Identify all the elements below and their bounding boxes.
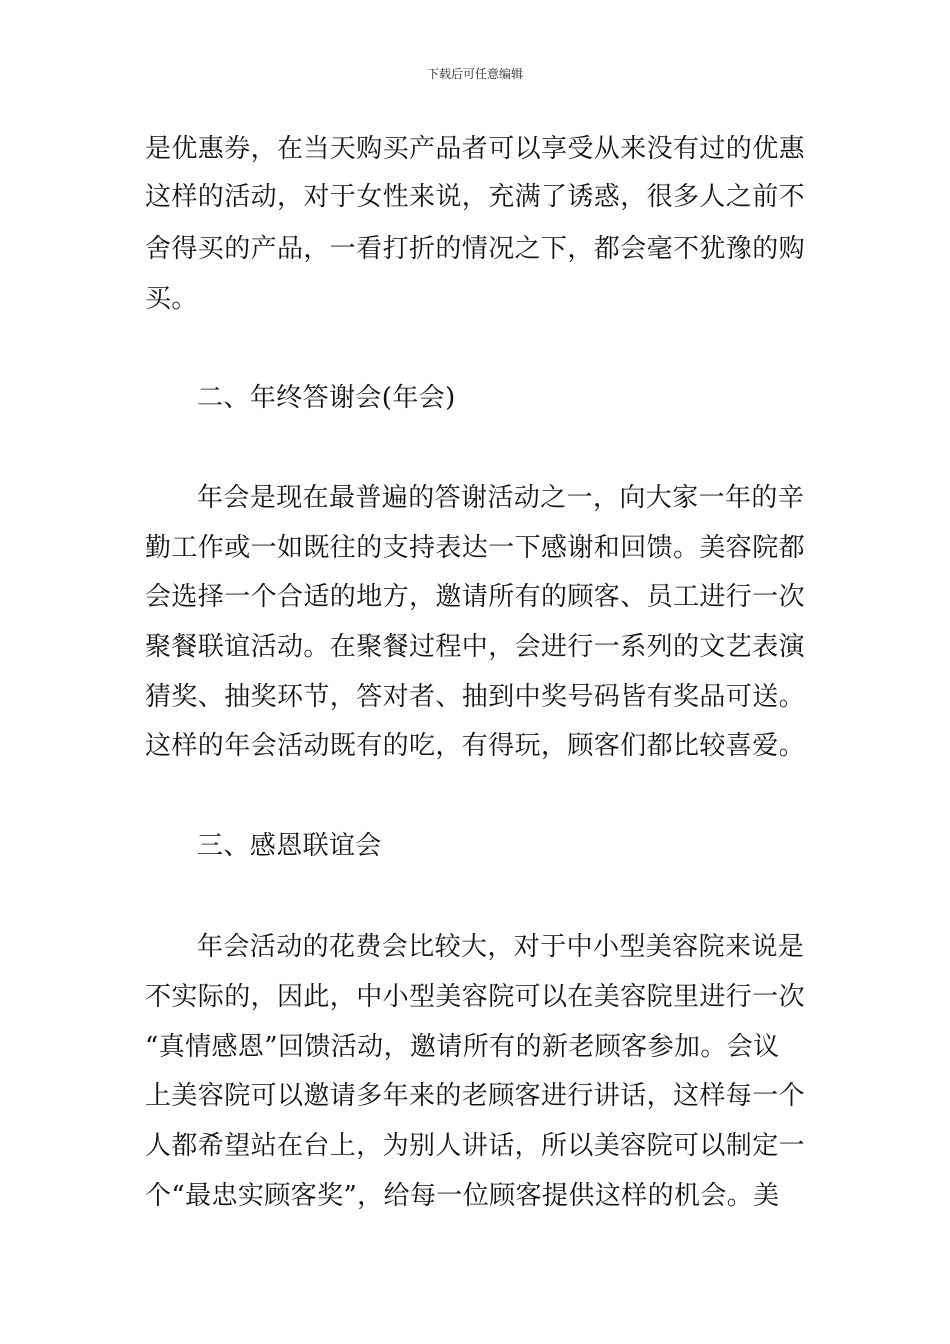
section-heading-gratitude-meeting: 三、感恩联谊会 — [197, 831, 382, 861]
paragraph-line: 聚餐联谊活动。在聚餐过程中，会进行一系列的文艺表演 — [145, 632, 806, 662]
page-header-note: 下载后可任意编辑 — [426, 67, 523, 81]
paragraph-line: 人都希望站在台上，为别人讲话，所以美容院可以制定一 — [145, 1131, 806, 1161]
paragraph-line: 这样的活动，对于女性来说，充满了诱惑，很多人之前不 — [145, 182, 806, 212]
paragraph-line: 这样的年会活动既有的吃，有得玩，顾客们都比较喜爱。 — [145, 731, 806, 761]
paragraph-line: 年会是现在最普遍的答谢活动之一，向大家一年的辛 — [197, 483, 805, 513]
paragraph-line: 勤工作或一如既往的支持表达一下感谢和回馈。美容院都 — [145, 533, 806, 563]
paragraph-line: “真情感恩”回馈活动，邀请所有的新老顾客参加。会议 — [145, 1032, 780, 1062]
paragraph-line: 买。 — [145, 284, 198, 314]
paragraph-line: 是优惠券，在当天购买产品者可以享受从来没有过的优惠 — [145, 134, 806, 164]
paragraph-line: 猜奖、抽奖环节，答对者、抽到中奖号码皆有奖品可送。 — [145, 682, 806, 712]
paragraph-line: 年会活动的花费会比较大，对于中小型美容院来说是 — [197, 932, 805, 962]
paragraph-line: 不实际的，因此，中小型美容院可以在美容院里进行一次 — [145, 982, 806, 1012]
paragraph-line: 上美容院可以邀请多年来的老顾客进行讲话，这样每一个 — [145, 1081, 806, 1111]
paragraph-line: 会选择一个合适的地方，邀请所有的顾客、员工进行一次 — [145, 582, 806, 612]
paragraph-line: 舍得买的产品，一看打折的情况之下，都会毫不犹豫的购 — [145, 234, 806, 264]
paragraph-line: 个“最忠实顾客奖”，给每一位顾客提供这样的机会。美 — [145, 1181, 780, 1211]
section-heading-annual-meeting: 二、年终答谢会(年会) — [197, 383, 456, 413]
